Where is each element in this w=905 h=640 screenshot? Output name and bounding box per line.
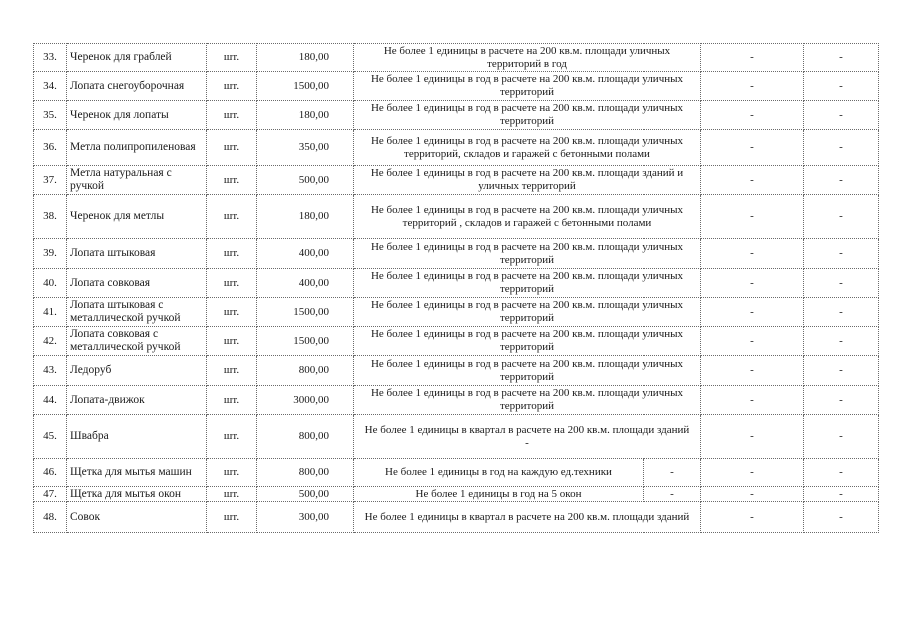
item-name: Черенок для метлы: [67, 195, 207, 239]
item-name: Лопата штыковая с металлической ручкой: [67, 298, 207, 327]
norms-table: [33, 43, 879, 533]
unit: шт.: [207, 415, 257, 459]
unit: шт.: [207, 327, 257, 356]
norm-text: [354, 415, 701, 459]
table-row: [34, 269, 879, 298]
value-dash-2: -: [804, 459, 879, 487]
unit: шт.: [207, 166, 257, 195]
table-row: [34, 239, 879, 269]
price: 400,00: [257, 269, 354, 298]
unit: шт.: [207, 195, 257, 239]
norm-text: Не более 1 единицы в год в расчете на 200 кв.м. площади уличных территорий: [354, 269, 701, 298]
norm-text: Не более 1 единицы в год на каждую ед.техники: [354, 459, 644, 487]
table-row: [34, 386, 879, 415]
unit: шт.: [207, 356, 257, 386]
value-dash-1: -: [701, 487, 804, 502]
table-row: [34, 166, 879, 195]
value-dash-1: -: [701, 195, 804, 239]
value-dash-2: -: [804, 239, 879, 269]
row-number: 38.: [34, 195, 67, 239]
norm-text: Не более 1 единицы в год в расчете на 200 кв.м. площади уличных территорий: [354, 298, 701, 327]
extra-dash: -: [644, 459, 701, 487]
item-name: Черенок для лопаты: [67, 101, 207, 130]
extra-dash: -: [644, 487, 701, 502]
row-number: 46.: [34, 459, 67, 487]
value-dash-1: -: [701, 166, 804, 195]
value-dash-2: -: [804, 298, 879, 327]
row-number: 44.: [34, 386, 67, 415]
row-number: 45.: [34, 415, 67, 459]
table-row: [34, 502, 879, 533]
norm-text: Не более 1 единицы в год в расчете на 200 кв.м. площади уличных территорий: [354, 386, 701, 415]
norm-text: Не более 1 единицы в год в расчете на 200 кв.м. площади уличных территорий: [354, 356, 701, 386]
norm-text: Не более 1 единицы в год в расчете на 200 кв.м. площади уличных территорий: [354, 239, 701, 269]
norm-extra-dash: -: [525, 436, 529, 449]
price: 400,00: [257, 239, 354, 269]
item-name: Щетка для мытья машин: [67, 459, 207, 487]
price: 1500,00: [257, 72, 354, 101]
unit: шт.: [207, 386, 257, 415]
norm-text: Не более 1 единицы в год в расчете на 200 кв.м. площади зданий и уличных территорий: [354, 166, 701, 195]
unit: шт.: [207, 130, 257, 166]
document-page: [33, 43, 879, 533]
unit: шт.: [207, 298, 257, 327]
item-name: Лопата снегоуборочная: [67, 72, 207, 101]
norm-text: Не более 1 единицы в расчете на 200 кв.м. площади уличных территорий в год: [354, 44, 701, 72]
value-dash-1: -: [701, 386, 804, 415]
table-row: [34, 298, 879, 327]
value-dash-1: -: [701, 130, 804, 166]
value-dash-1: -: [701, 269, 804, 298]
value-dash-2: -: [804, 72, 879, 101]
price: 180,00: [257, 101, 354, 130]
unit: шт.: [207, 44, 257, 72]
price: 800,00: [257, 415, 354, 459]
row-number: 34.: [34, 72, 67, 101]
item-name: Метла натуральная с ручкой: [67, 166, 207, 195]
row-number: 35.: [34, 101, 67, 130]
price: 800,00: [257, 459, 354, 487]
price: 180,00: [257, 195, 354, 239]
value-dash-1: -: [701, 356, 804, 386]
table-row: [34, 327, 879, 356]
table-row: [34, 72, 879, 101]
price: 180,00: [257, 44, 354, 72]
unit: шт.: [207, 459, 257, 487]
norm-text: Не более 1 единицы в год в расчете на 200 кв.м. площади уличных территорий, складов и гаражей с бетонными полами: [354, 130, 701, 166]
row-number: 36.: [34, 130, 67, 166]
row-number: 42.: [34, 327, 67, 356]
price: 1500,00: [257, 298, 354, 327]
price: 500,00: [257, 487, 354, 502]
value-dash-1: -: [701, 298, 804, 327]
table-body: [34, 44, 879, 533]
row-number: 43.: [34, 356, 67, 386]
row-number: 37.: [34, 166, 67, 195]
table-row: [34, 459, 879, 487]
table-row: [34, 130, 879, 166]
item-name: Лопата штыковая: [67, 239, 207, 269]
value-dash-1: -: [701, 239, 804, 269]
norm-main-text: Не более 1 единицы в квартал в расчете на 200 кв.м. площади зданий: [364, 423, 690, 436]
unit: шт.: [207, 269, 257, 298]
row-number: 47.: [34, 487, 67, 502]
row-number: 40.: [34, 269, 67, 298]
norm-text: Не более 1 единицы в год в расчете на 200 кв.м. площади уличных территорий: [354, 72, 701, 101]
unit: шт.: [207, 239, 257, 269]
table-row: [34, 44, 879, 72]
unit: шт.: [207, 502, 257, 533]
item-name: Лопата совковая с металлической ручкой: [67, 327, 207, 356]
value-dash-1: -: [701, 327, 804, 356]
item-name: Метла полипропиленовая: [67, 130, 207, 166]
value-dash-1: -: [701, 72, 804, 101]
item-name: Черенок для граблей: [67, 44, 207, 72]
item-name: Совок: [67, 502, 207, 533]
item-name: Лопата-движок: [67, 386, 207, 415]
price: 500,00: [257, 166, 354, 195]
row-number: 41.: [34, 298, 67, 327]
row-number: 48.: [34, 502, 67, 533]
value-dash-2: -: [804, 101, 879, 130]
unit: шт.: [207, 487, 257, 502]
unit: шт.: [207, 101, 257, 130]
value-dash-2: -: [804, 386, 879, 415]
table-row: [34, 101, 879, 130]
norm-text: Не более 1 единицы в год на 5 окон: [354, 487, 644, 502]
value-dash-2: -: [804, 356, 879, 386]
value-dash-2: -: [804, 269, 879, 298]
table-row: [34, 195, 879, 239]
unit: шт.: [207, 72, 257, 101]
norm-text: Не более 1 единицы в год в расчете на 200 кв.м. площади уличных территорий: [354, 327, 701, 356]
value-dash-2: -: [804, 502, 879, 533]
price: 3000,00: [257, 386, 354, 415]
value-dash-1: -: [701, 459, 804, 487]
norm-text: Не более 1 единицы в год в расчете на 200 кв.м. площади уличных территорий , складов и гаражей с бетонными полами: [354, 195, 701, 239]
table-row: [34, 356, 879, 386]
value-dash-1: -: [701, 502, 804, 533]
table-row: [34, 415, 879, 459]
item-name: Швабра: [67, 415, 207, 459]
price: 350,00: [257, 130, 354, 166]
value-dash-1: -: [701, 44, 804, 72]
value-dash-1: -: [701, 101, 804, 130]
item-name: Ледоруб: [67, 356, 207, 386]
item-name: Лопата совковая: [67, 269, 207, 298]
value-dash-2: -: [804, 195, 879, 239]
item-name: Щетка для мытья окон: [67, 487, 207, 502]
price: 300,00: [257, 502, 354, 533]
value-dash-2: -: [804, 327, 879, 356]
price: 800,00: [257, 356, 354, 386]
value-dash-2: -: [804, 44, 879, 72]
row-number: 39.: [34, 239, 67, 269]
price: 1500,00: [257, 327, 354, 356]
value-dash-1: -: [701, 415, 804, 459]
table-row: [34, 487, 879, 502]
value-dash-2: -: [804, 487, 879, 502]
norm-text: Не более 1 единицы в год в расчете на 200 кв.м. площади уличных территорий: [354, 101, 701, 130]
row-number: 33.: [34, 44, 67, 72]
value-dash-2: -: [804, 166, 879, 195]
value-dash-2: -: [804, 130, 879, 166]
norm-text: Не более 1 единицы в квартал в расчете на 200 кв.м. площади зданий: [354, 502, 701, 533]
value-dash-2: -: [804, 415, 879, 459]
